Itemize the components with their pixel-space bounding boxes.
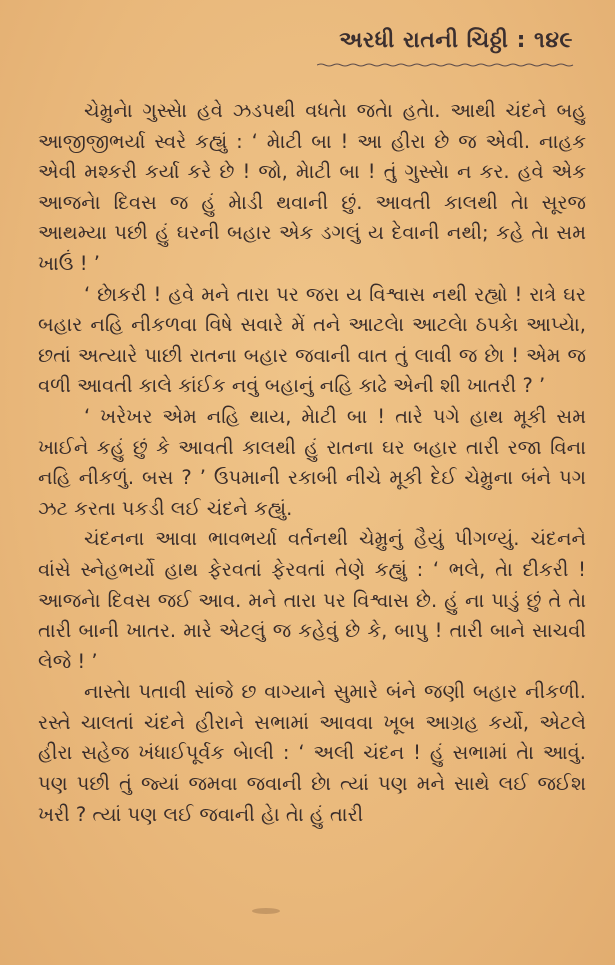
paragraph: નાસ્તેા પતાવી સાંજે છ વાગ્યાને સુમારે બંને જણી બહાર નીકળી. રસ્તે ચાલતાં ચંદને હીરાને સભામાં આવવા ખૂબ આગ્રહ કર્યો, એટલે હીરા સહેજ ખંધાઈપૂર્વક બેાલી : ‘ અલી ચંદન ! હું સભામાં તેા આવું. પણ પછી તું જ્યાં જમવા જવાની છેા ત્યાં પણ મને સાથે લઈ જઈશ ખરી ? ત્યાં પણ લઈ જવાની હેા તેા હું તારી: [38, 680, 586, 826]
ink-smudge: [252, 908, 280, 914]
page-header: અરધી રાતની ચિઠ્ઠી : ૧૪૯: [339, 28, 573, 53]
paragraph: ‘ ખરેખર એમ નહિ થાય, મેાટી બા ! તારે પગે હાથ મૂકી સમ ખાઈને કહું છું કે આવતી કાલથી હું રાતના ઘર બહાર તારી રજા વિના નહિ નીકળું. બસ ? ’ ઉપમાની રકાબી નીચે મૂકી દેઈ ચેમ્રુના બંને પગ ઝટ કરતા પકડી લઈ ચંદને કહ્યું.: [38, 404, 586, 520]
paragraph: ચંદનના આવા ભાવભર્યા વર્તનથી ચેમ્રુનું હૈયું પીગળ્યું. ચંદનને વાંસે સ્નેહભર્યો હાથ ફેરવતાં ફેરવતાં તેણે કહ્યું : ‘ ભલે, તેા દીકરી ! આજનેા દિવસ જઈ આવ. મને તારા પર વિશ્વાસ છે. હું ના પાડું છું તે તેા તારી બાની ખાતર. મારે એટલું જ કહેવું છે કે, બાપુ ! તારી બાને સાચવી લેજે ! ’: [38, 527, 586, 673]
header-ornamental-rule: [317, 63, 575, 67]
paragraph: ‘ છેાકરી ! હવે મને તારા પર જરા ય વિશ્વાસ નથી રહ્યો ! રાત્રે ઘર બહાર નહિ નીકળવા વિષે સવારે મેં તને આટલેા આટલેા ઠપકેા આપ્યેા, છતાં અત્યારે પાછી રાતના બહાર જવાની વાત તું લાવી જ છેા ! એમ જ વળી આવતી કાલે કાંઈક નવું બહાનું નહિ કાઢે એની શી ખાતરી ? ’: [38, 282, 586, 398]
body-text: [38, 96, 586, 830]
paragraph: ચેમ્રુનેા ગુસ્સેા હવે ઝડપથી વધતેા જતેા હતેા. આથી ચંદને બહુ આજીજીભર્યા સ્વરે કહ્યું : ‘ મેાટી બા ! આ હીરા છે જ એવી. નાહક એવી મશ્કરી કર્યા કરે છે ! જો, મેાટી બા ! તું ગુસ્સેા ન કર. હવે એક આજનેા દિવસ જ હું મેાડી થવાની છું. આવતી કાલથી તેા સૂરજ આથમ્યા પછી હું ઘરની બહાર એક ડગલું ય દેવાની નથી; કહે તેા સમ ખાઉં ! ’: [38, 99, 586, 275]
